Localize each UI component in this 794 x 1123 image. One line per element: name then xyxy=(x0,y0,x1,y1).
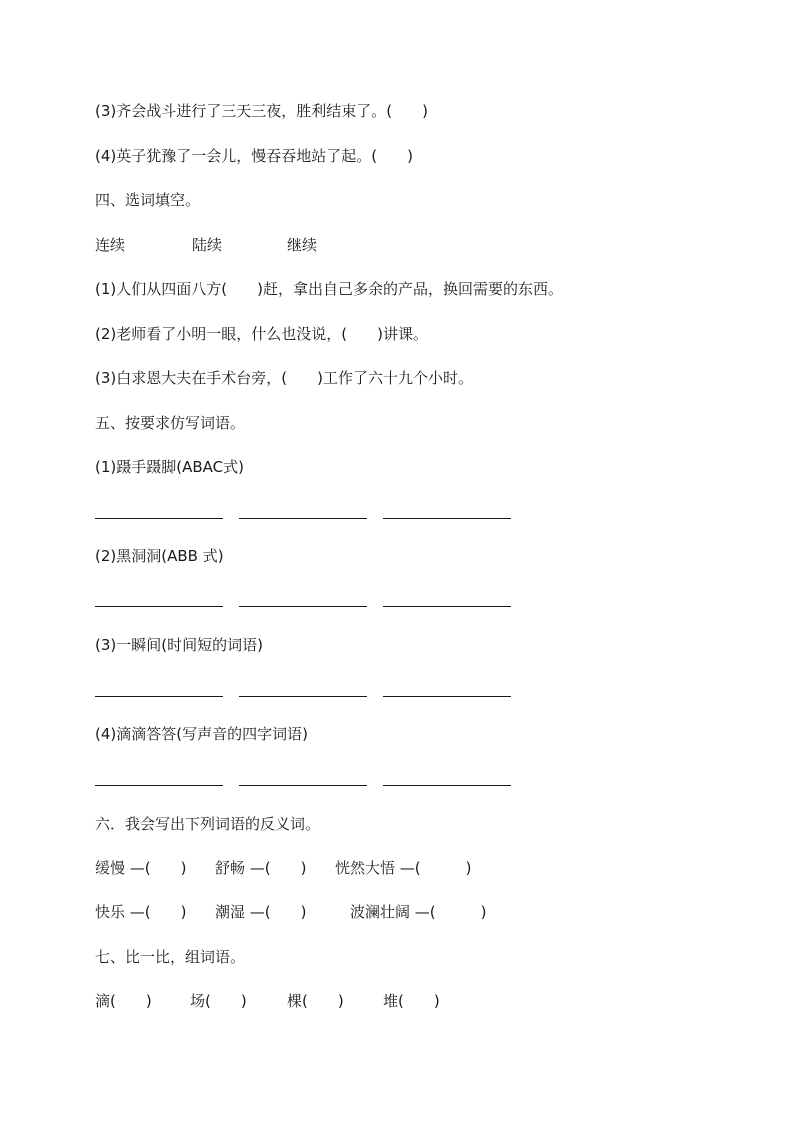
compare-item: 场( ) xyxy=(190,992,247,1010)
answer-blank[interactable] xyxy=(95,785,223,786)
answer-blank[interactable] xyxy=(95,518,223,519)
question-3-4: (4)英子犹豫了一会儿，慢吞吞地站了起。( ) xyxy=(95,147,413,165)
antonym-item: 舒畅 —( ) xyxy=(215,859,307,877)
answer-blank[interactable] xyxy=(95,606,223,607)
antonym-item: 快乐 —( ) xyxy=(95,903,187,921)
answer-blank[interactable] xyxy=(383,696,511,697)
question-5-4: (4)滴滴答答(写声音的四字词语) xyxy=(95,725,308,743)
answer-blank[interactable] xyxy=(239,518,367,519)
antonym-item: 缓慢 —( ) xyxy=(95,859,187,877)
answer-blanks-5-2 xyxy=(95,606,515,607)
answer-blank[interactable] xyxy=(239,606,367,607)
section-5-title: 五、按要求仿写词语。 xyxy=(95,414,246,432)
answer-blank[interactable] xyxy=(239,785,367,786)
answer-blank[interactable] xyxy=(239,696,367,697)
question-5-2: (2)黑洞洞(ABB 式) xyxy=(95,547,224,565)
section-6-title: 六．我会写出下列词语的反义词。 xyxy=(95,815,321,833)
compare-item: 滴( ) xyxy=(95,992,152,1010)
word-option-3: 继续 xyxy=(287,236,318,254)
answer-blanks-5-3 xyxy=(95,696,515,697)
antonym-item: 潮湿 —( ) xyxy=(215,903,307,921)
question-4-3: (3)白求恩大夫在手术台旁，( )工作了六十九个小时。 xyxy=(95,369,473,387)
antonym-item: 波澜壮阔 —( ) xyxy=(350,903,487,921)
word-option-2: 陆续 xyxy=(192,236,223,254)
question-5-3: (3)一瞬间(时间短的词语) xyxy=(95,636,263,654)
question-4-1: (1)人们从四面八方( )赶，拿出自己多余的产品，换回需要的东西。 xyxy=(95,280,563,298)
answer-blanks-5-4 xyxy=(95,785,515,786)
compare-item: 堆( ) xyxy=(383,992,440,1010)
answer-blank[interactable] xyxy=(383,606,511,607)
answer-blank[interactable] xyxy=(383,785,511,786)
answer-blank[interactable] xyxy=(95,696,223,697)
question-5-1: (1)蹑手蹑脚(ABAC式) xyxy=(95,458,244,476)
answer-blank[interactable] xyxy=(383,518,511,519)
compare-item: 棵( ) xyxy=(287,992,344,1010)
section-7-title: 七、比一比，组词语。 xyxy=(95,948,246,966)
answer-blanks-5-1 xyxy=(95,518,515,519)
word-option-1: 连续 xyxy=(95,236,126,254)
section-4-title: 四、选词填空。 xyxy=(95,191,201,209)
antonym-item: 恍然大悟 —( ) xyxy=(335,859,472,877)
question-4-2: (2)老师看了小明一眼，什么也没说，( )讲课。 xyxy=(95,325,428,343)
question-3-3: (3)齐会战斗进行了三天三夜，胜利结束了。( ) xyxy=(95,102,428,120)
